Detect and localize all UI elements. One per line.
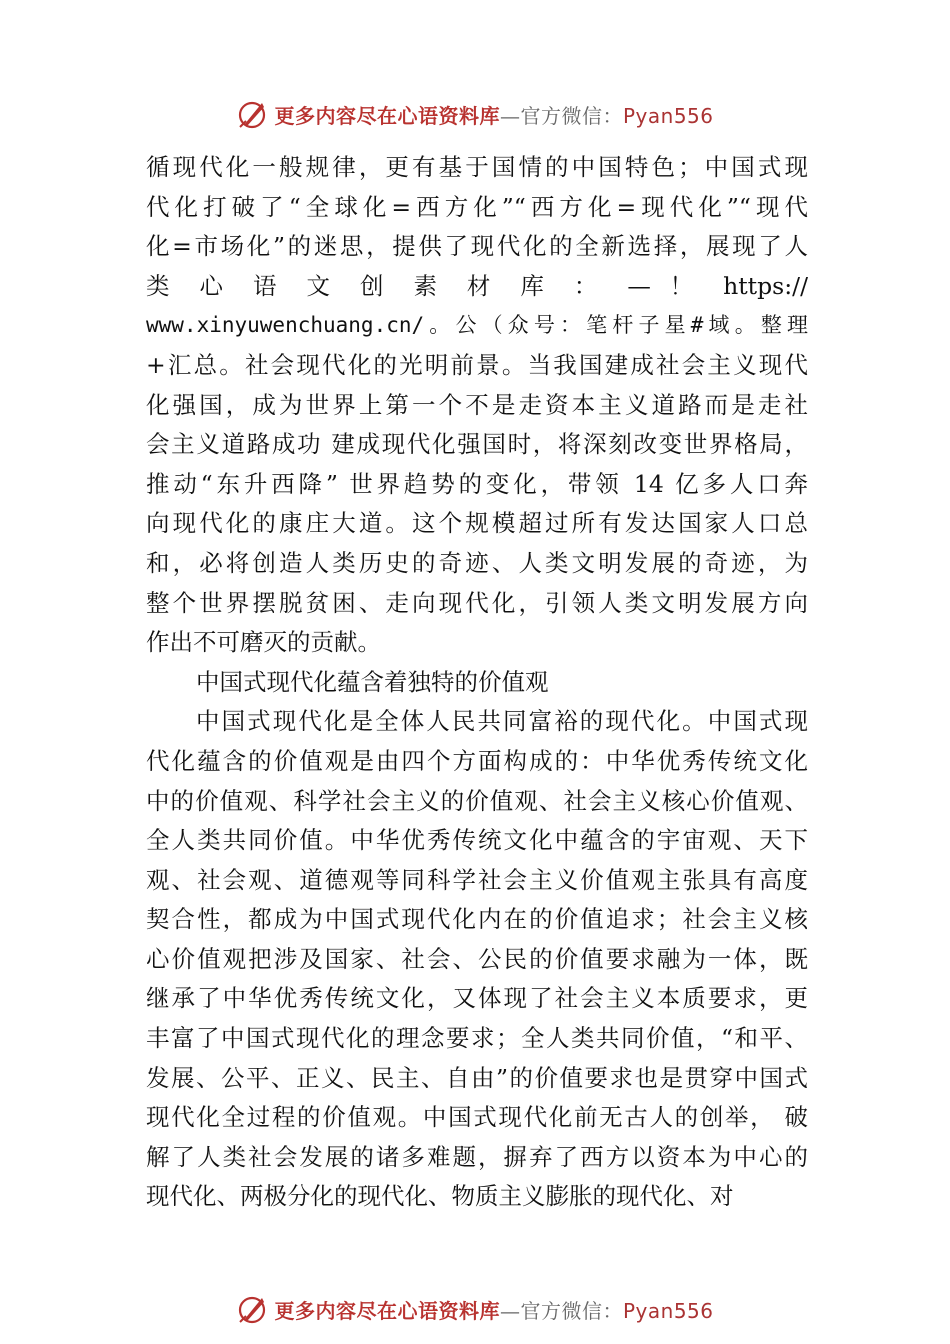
text-line: 现代化全过程的价值观。中国式现代化前无古人的创举， 破	[146, 1103, 808, 1132]
text-line: 推动“东升西降” 世界趋势的变化，带领 14 亿多人口奔	[146, 469, 808, 498]
banner-text	[274, 100, 713, 129]
text-line: 循现代化一般规律，更有基于国情的中国特色；中国式现	[146, 153, 808, 181]
text-line: 发展、公平、正义、民主、自由”的价值要求也是贯穿中国式	[146, 1063, 808, 1092]
text-line: 化强国，成为世界上第一个不是走资本主义道路而是走社	[146, 390, 808, 419]
text-line: 继承了中华优秀传统文化，又体现了社会主义本质要求，更	[146, 984, 808, 1013]
text-line: 心价值观把涉及国家、社会、公民的价值要求融为一体，既	[146, 944, 808, 973]
text-line: 全人类共同价值。中华优秀传统文化中蕴含的宇宙观、天下	[146, 826, 808, 855]
text-line-url: www.xinyuwenchuang.cn/。公（众号：笔杆子星#域。整理	[146, 313, 808, 338]
paragraph-1	[146, 148, 808, 663]
text-line: 化=市场化”的迷思，提供了现代化的全新选择，展现了人	[146, 232, 808, 261]
banner-wechat-label: 官方微信：	[520, 103, 623, 128]
banner-text	[274, 1295, 713, 1324]
text-line: 观、社会观、道德观等同科学社会主义价值观主张具有高度	[146, 865, 808, 894]
document-body	[146, 148, 808, 1217]
text-line: 代化蕴含的价值观是由四个方面构成的：中华优秀传统文化	[146, 746, 808, 775]
text-line: 和，必将创造人类历史的奇迹、人类文明发展的奇迹，为	[146, 548, 808, 577]
text-line: 现代化、两极分化的现代化、物质主义膨胀的现代化、对	[146, 1182, 734, 1211]
header-banner	[0, 94, 950, 134]
quill-logo-icon	[236, 97, 270, 131]
banner-wechat-label: 官方微信：	[520, 1298, 623, 1323]
section-heading: 中国式现代化蕴含着独特的价值观	[196, 667, 549, 696]
text-line: 丰富了中国式现代化的理念要求；全人类共同价值，“和平、	[146, 1024, 808, 1053]
text-line: 类 心 语 文 创 素 材 库 ： — ！ https://	[146, 271, 808, 300]
banner-wechat-id: Pyan556	[622, 103, 714, 128]
text-line: 契合性，都成为中国式现代化内在的价值追求；社会主义核	[146, 905, 808, 934]
paragraph-2	[146, 702, 808, 1217]
banner-library-name: 更多内容尽在心语资料库	[274, 1298, 500, 1323]
footer-banner	[0, 1289, 950, 1329]
text-line: 作出不可磨灭的贡献。	[146, 628, 381, 657]
text-line: +汇总。社会现代化的光明前景。当我国建成社会主义现代	[146, 350, 808, 379]
banner-dash: —	[499, 1298, 521, 1323]
banner-dash: —	[499, 103, 521, 128]
text-line: 中的价值观、科学社会主义的价值观、社会主义核心价值观、	[146, 786, 808, 815]
banner-library-name: 更多内容尽在心语资料库	[274, 103, 500, 128]
text-line: 中国式现代化是全体人民共同富裕的现代化。中国式现	[196, 707, 808, 736]
quill-logo-icon	[236, 1292, 270, 1326]
text-line: 会主义道路成功 建成现代化强国时，将深刻改变世界格局，	[146, 430, 808, 459]
text-line: 整个世界摆脱贫困、走向现代化，引领人类文明发展方向	[146, 588, 808, 617]
text-line: 解了人类社会发展的诸多难题，摒弃了西方以资本为中心的	[146, 1142, 808, 1171]
text-line: 代化打破了“全球化=西方化”“西方化=现代化”“现代	[146, 192, 808, 221]
text-line: 向现代化的康庄大道。这个规模超过所有发达国家人口总	[146, 509, 808, 538]
banner-wechat-id: Pyan556	[622, 1298, 714, 1323]
